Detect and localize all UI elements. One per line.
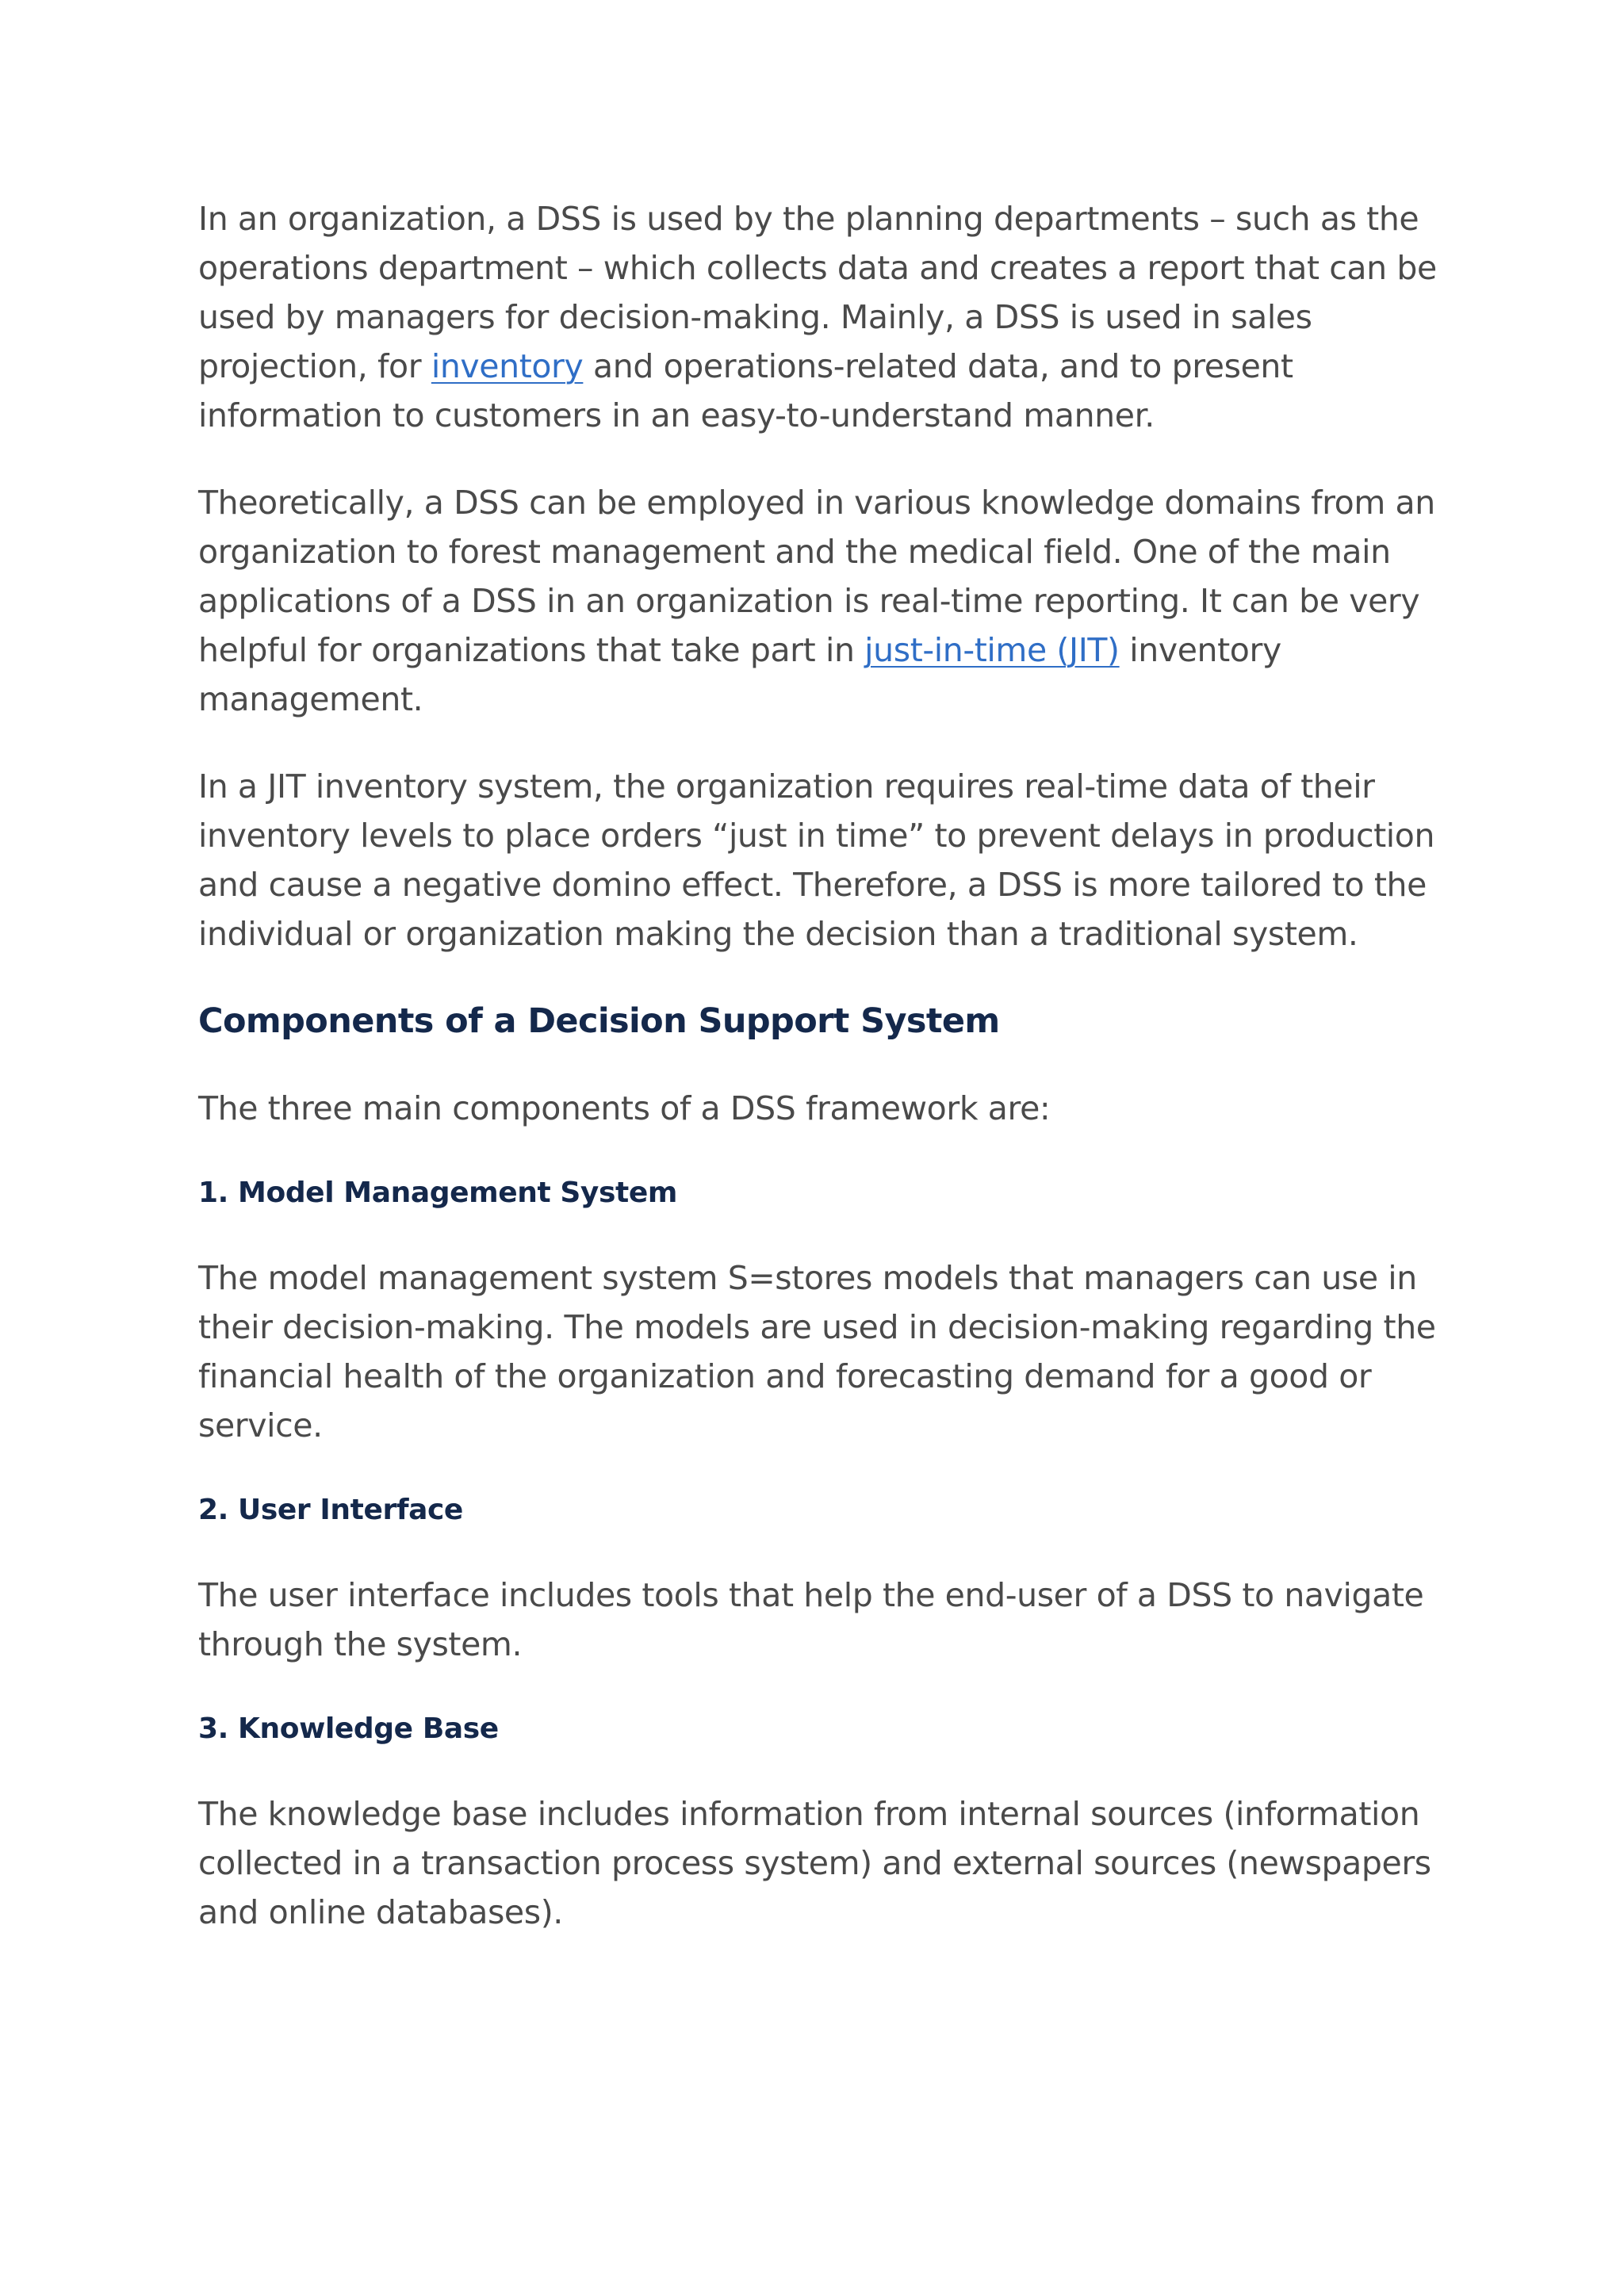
paragraph-text: Theoretically, a DSS can be employed in various knowledge domains from an organization to forest management and the medical field. One of the main applications of a DSS in an organization is real-time reporting. It can be very helpful for organizations that take part in [198,484,1435,669]
component-body-knowledge-base: The knowledge base includes information from internal sources (information collected in a transaction process system) and external sources (newspapers and online databases). [198,1795,1431,1931]
section-heading-components: Components of a Decision Support System [198,1001,1000,1041]
paragraph-text: In an organization, a DSS is used by the planning departments – such as the operations department – which collects data and creates a report that can be used by managers for decision-making. Mainly, a DSS is used in sales projection, for [198,200,1437,385]
component-heading-knowledge-base: 3. Knowledge Base [198,1712,499,1745]
paragraph-components-intro: The three main components of a DSS framework are: [198,1089,1051,1127]
component-body-user-interface: The user interface includes tools that help the end-user of a DSS to navigate through the system. [198,1576,1424,1663]
just-in-time-link[interactable]: just-in-time (JIT) [864,631,1120,669]
paragraph-jit-inventory: In a JIT inventory system, the organization requires real-time data of their inventory levels to place orders “just in time” to prevent delays in production and cause a negative domino effect. Therefore, a DSS is more tailored to the individual or organization making the decision than a traditional system. [198,767,1435,953]
paragraph-text: and operations-related data, and to present information to customers in an easy-to-understand manner. [198,347,1293,434]
component-body-model-management: The model management system S=stores models that managers can use in their decision-making. The models are used in decision-making regarding the financial health of the organization and forecasting demand for a good or service. [198,1259,1436,1445]
component-heading-model-management: 1. Model Management System [198,1177,677,1209]
paragraph-dss-applications [198,478,1459,724]
document-page [198,194,1459,1975]
paragraph-dss-usage [198,194,1459,440]
component-heading-user-interface: 2. User Interface [198,1494,463,1526]
paragraph-text: inventory management. [198,631,1281,718]
inventory-link[interactable]: inventory [431,347,584,385]
